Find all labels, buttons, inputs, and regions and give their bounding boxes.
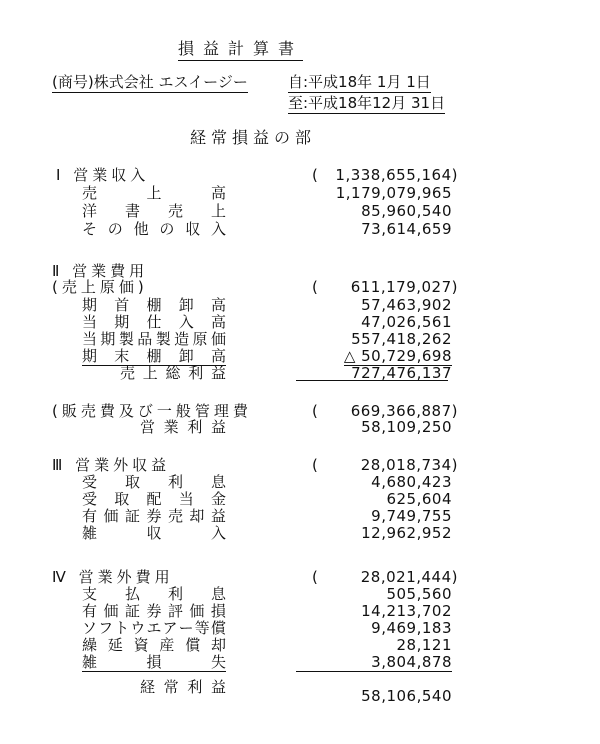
row-label: 有 価 証 券 評 価 損 — [82, 602, 226, 620]
row-amount: 47,026,561 — [361, 313, 452, 331]
statement-row — [0, 524, 600, 542]
open-paren: ( — [312, 456, 318, 474]
section-title: 経常損益の部 — [190, 128, 317, 147]
row-amount: 1,338,655,164) — [335, 166, 458, 184]
row-amount: 625,604 — [386, 490, 452, 508]
period-to: 至:平成18年12月 31日 — [288, 94, 446, 112]
row-amount: 58,106,540 — [361, 687, 452, 705]
row-amount: 58,109,250 — [361, 418, 452, 436]
row-label: (販売費及び一般管理費 — [52, 402, 252, 420]
row-label: 受 取 配 当 金 — [82, 490, 226, 508]
statement-row — [0, 507, 600, 525]
row-amount: 85,960,540 — [361, 202, 452, 220]
statement-row — [0, 166, 600, 184]
row-label: Ⅰ 営業収入 — [56, 166, 150, 184]
row-amount: 14,213,702 — [361, 602, 452, 620]
row-label: Ⅳ 営業外費用 — [52, 568, 174, 586]
row-label: Ⅱ 営業費用 — [52, 262, 149, 280]
statement-row — [0, 330, 600, 348]
row-label: 当 期 製 品 製 造 原 価 — [82, 330, 226, 348]
row-amount: △ 50,729,698 — [343, 347, 452, 365]
row-label: ソ フ ト ウ エ ア ー 等 償 — [82, 619, 226, 637]
statement-row — [0, 278, 600, 296]
statement-row — [0, 568, 600, 586]
row-label: 売 上 総 利 益 — [120, 364, 226, 382]
row-label: 営 業 利 益 — [140, 418, 226, 436]
row-label: 期 首 棚 卸 高 — [82, 296, 226, 314]
open-paren: ( — [312, 402, 318, 420]
statement-row — [0, 296, 600, 314]
row-label: 洋 書 売 上 — [82, 202, 226, 220]
statement-row — [0, 347, 600, 365]
period-from: 自:平成18年 1月 1日 — [288, 73, 431, 91]
row-amount: 9,749,755 — [371, 507, 452, 525]
row-amount: 4,680,423 — [371, 473, 452, 491]
page-title: 損益計算書 — [178, 36, 303, 61]
row-amount: 28,021,444) — [360, 568, 458, 586]
row-amount: 9,469,183 — [371, 619, 452, 637]
statement-row — [0, 418, 600, 436]
row-label: 繰 延 資 産 償 却 — [82, 636, 226, 654]
row-label: 当 期 仕 入 高 — [82, 313, 226, 331]
row-amount: 505,560 — [386, 585, 452, 603]
row-label: 売 上 高 — [82, 184, 226, 202]
statement-row — [0, 490, 600, 508]
subtotal-rule — [296, 671, 448, 672]
open-paren: ( — [312, 166, 318, 184]
row-label: そ の 他 の 収 入 — [82, 220, 226, 238]
statement-row — [0, 585, 600, 603]
statement-row — [0, 473, 600, 491]
row-amount: 28,121 — [396, 636, 452, 654]
row-amount: 611,179,027) — [350, 278, 458, 296]
open-paren: ( — [312, 568, 318, 586]
row-label: 支 払 利 息 — [82, 585, 226, 603]
row-amount: 12,962,952 — [361, 524, 452, 542]
statement-row — [0, 619, 600, 637]
row-label: 有 価 証 券 売 却 益 — [82, 507, 226, 525]
row-amount: 28,018,734) — [360, 456, 458, 474]
row-label: Ⅲ 営業外収益 — [52, 456, 171, 474]
row-amount: 73,614,659 — [361, 220, 452, 238]
statement-row — [0, 687, 600, 705]
statement-row — [0, 202, 600, 220]
statement-row — [0, 456, 600, 474]
row-amount: 1,179,079,965 — [335, 184, 452, 202]
open-paren: ( — [312, 278, 318, 296]
row-amount: 3,804,878 — [371, 653, 452, 671]
statement-row — [0, 184, 600, 202]
statement-row — [0, 220, 600, 238]
row-amount: 57,463,902 — [361, 296, 452, 314]
company-name: (商号)株式会社 エスイージー — [52, 73, 248, 91]
row-amount: 557,418,262 — [351, 330, 452, 348]
row-label: 雑 損 失 — [82, 653, 226, 671]
row-label: 受 取 利 息 — [82, 473, 226, 491]
row-label: 期 末 棚 卸 高 — [82, 347, 226, 365]
subtotal-rule — [296, 380, 448, 381]
row-label: 雑 収 入 — [82, 524, 226, 542]
row-label: (売上原価) — [52, 278, 148, 296]
statement-row — [0, 602, 600, 620]
row-label: 経 常 利 益 — [140, 678, 226, 696]
statement-row — [0, 313, 600, 331]
statement-row — [0, 653, 600, 671]
row-amount: 727,476,137 — [351, 364, 452, 382]
row-amount: 669,366,887) — [350, 402, 458, 420]
statement-row — [0, 636, 600, 654]
